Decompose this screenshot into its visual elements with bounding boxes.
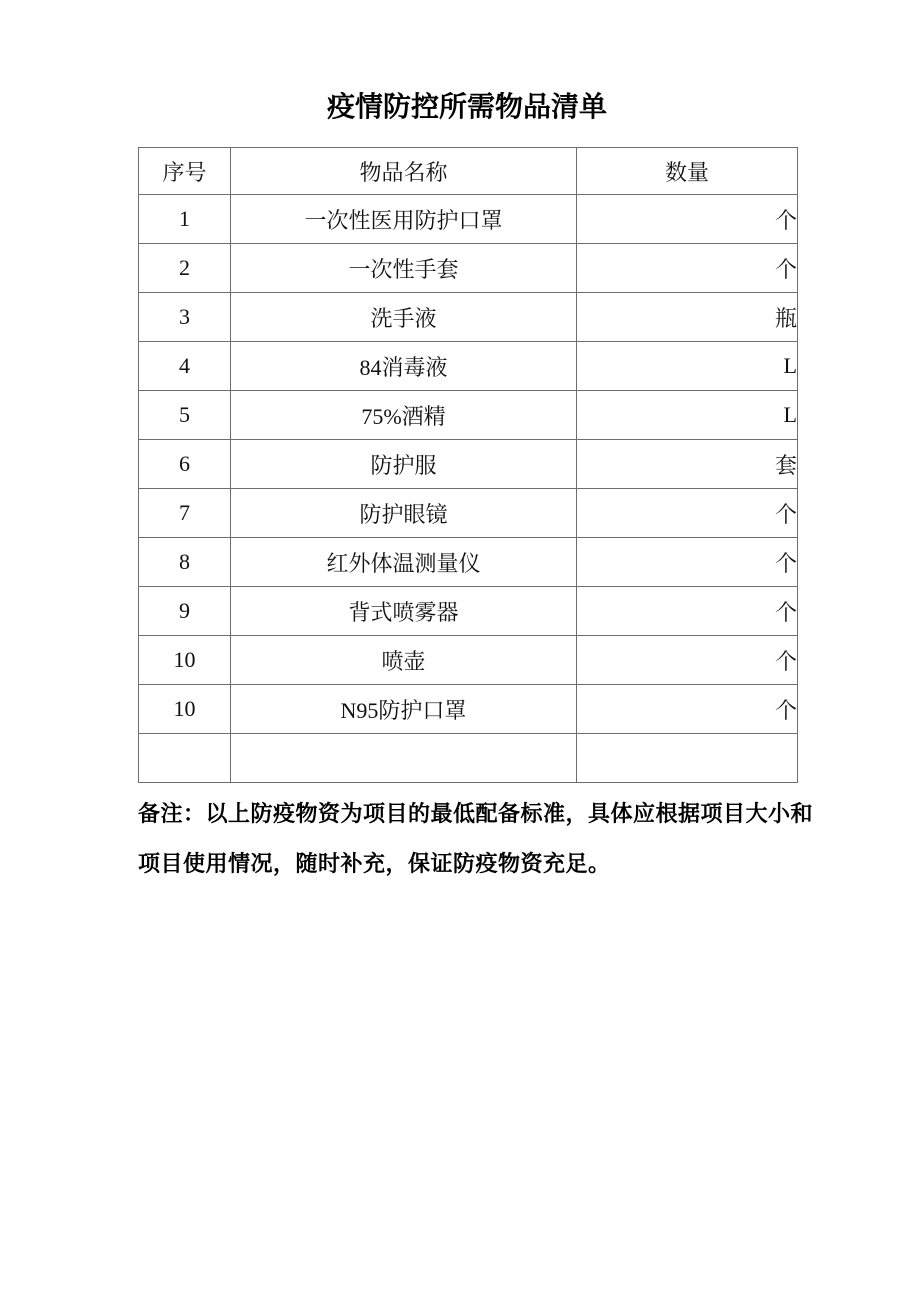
note-block	[138, 790, 814, 890]
document-page	[138, 0, 814, 890]
index-cell	[139, 734, 231, 783]
quantity-cell: 个	[577, 195, 798, 244]
index-cell: 1	[139, 195, 231, 244]
quantity-cell: 个	[577, 489, 798, 538]
index-cell: 10	[139, 685, 231, 734]
table-row	[139, 636, 798, 685]
table-row	[139, 587, 798, 636]
index-cell: 10	[139, 636, 231, 685]
item-name-cell: 红外体温测量仪	[231, 538, 577, 587]
note-line-1: 备注：以上防疫物资为项目的最低配备标准，具体应根据项目大小和	[138, 802, 814, 827]
index-cell: 7	[139, 489, 231, 538]
item-name-cell: 75%酒精	[231, 391, 577, 440]
index-cell: 3	[139, 293, 231, 342]
table-row	[139, 685, 798, 734]
index-cell: 6	[139, 440, 231, 489]
quantity-cell: 个	[577, 587, 798, 636]
quantity-cell: 套	[577, 440, 798, 489]
col-header-item-name: 物品名称	[231, 148, 577, 195]
item-name-cell: 喷壶	[231, 636, 577, 685]
quantity-cell: L	[577, 391, 798, 440]
quantity-cell: 个	[577, 636, 798, 685]
quantity-cell: 个	[577, 685, 798, 734]
table-row	[139, 440, 798, 489]
quantity-cell	[577, 734, 798, 783]
table-row	[139, 734, 798, 783]
table-row	[139, 244, 798, 293]
item-name-cell: 背式喷雾器	[231, 587, 577, 636]
supplies-table	[138, 147, 798, 783]
item-name-cell: 一次性医用防护口罩	[231, 195, 577, 244]
item-name-cell: N95防护口罩	[231, 685, 577, 734]
table-row	[139, 391, 798, 440]
item-name-cell	[231, 734, 577, 783]
header-row	[139, 148, 798, 195]
note-line-2: 项目使用情况，随时补充，保证防疫物资充足。	[138, 852, 611, 877]
index-cell: 4	[139, 342, 231, 391]
quantity-cell: 个	[577, 244, 798, 293]
supplies-table-header	[139, 148, 798, 195]
index-cell: 2	[139, 244, 231, 293]
page-title: 疫情防控所需物品清单	[326, 90, 607, 123]
table-row	[139, 489, 798, 538]
index-cell: 5	[139, 391, 231, 440]
supplies-table-body	[139, 195, 798, 783]
item-name-cell: 84消毒液	[231, 342, 577, 391]
quantity-cell: L	[577, 342, 798, 391]
col-header-quantity: 数量	[577, 148, 798, 195]
item-name-cell: 防护眼镜	[231, 489, 577, 538]
table-row	[139, 293, 798, 342]
table-row	[139, 195, 798, 244]
index-cell: 9	[139, 587, 231, 636]
item-name-cell: 一次性手套	[231, 244, 577, 293]
table-row	[139, 538, 798, 587]
item-name-cell: 防护服	[231, 440, 577, 489]
index-cell: 8	[139, 538, 231, 587]
table-row	[139, 342, 798, 391]
quantity-cell: 瓶	[577, 293, 798, 342]
item-name-cell: 洗手液	[231, 293, 577, 342]
quantity-cell: 个	[577, 538, 798, 587]
col-header-index: 序号	[139, 148, 231, 195]
